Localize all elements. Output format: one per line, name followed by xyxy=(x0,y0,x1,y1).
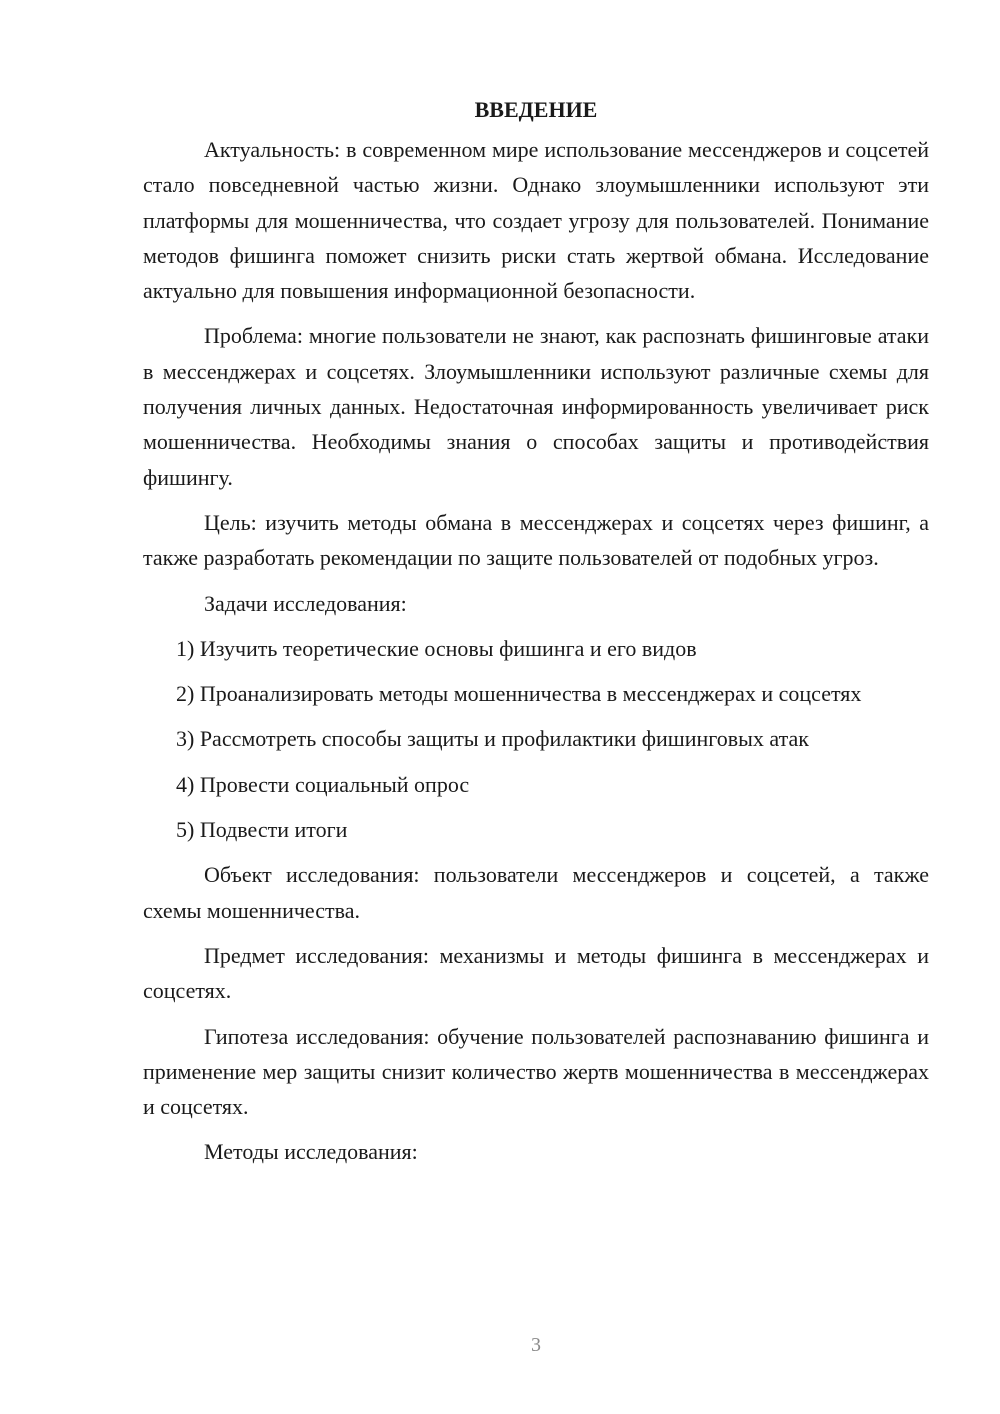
paragraph-methods-heading: Методы исследования: xyxy=(204,1139,418,1165)
paragraph-hypothesis: Гипотеза исследования: обучение пользователей распознаванию фишинга и применение мер защиты снизит количество жертв мошенничества в мессенджерах и соцсетях. xyxy=(143,1023,929,1120)
paragraph-tasks-heading: Задачи исследования: xyxy=(204,590,407,616)
page-number: 3 xyxy=(531,1334,541,1356)
paragraph-goal: Цель: изучить методы обмана в мессенджерах и соцсетях через фишинг, а также разработать рекомендации по защите пользователей от подобных угроз. xyxy=(143,509,929,571)
task-item-1: 1) Изучить теоретические основы фишинга и его видов xyxy=(176,635,697,661)
task-item-4: 4) Провести социальный опрос xyxy=(176,771,470,797)
document-page xyxy=(143,92,929,1170)
paragraph-subject: Предмет исследования: механизмы и методы фишинга в мессенджерах и соцсетях. xyxy=(143,942,929,1004)
task-item-3: 3) Рассмотреть способы защиты и профилактики фишинговых атак xyxy=(176,726,809,752)
task-item-2: 2) Проанализировать методы мошенничества в мессенджерах и соцсетях xyxy=(176,681,862,707)
task-item-5: 5) Подвести итоги xyxy=(176,817,348,843)
section-title: ВВЕДЕНИЕ xyxy=(474,97,598,122)
paragraph-problem: Проблема: многие пользователи не знают, как распознать фишинговые атаки в мессенджерах и соцсетях. Злоумышленники используют различные схемы для получения личных данных. Недостаточная информированность увеличивает риск мошенничества. Необходимы знания о способах защиты и противодействия фишингу. xyxy=(143,323,929,490)
paragraph-relevance: Актуальность: в современном мире использование мессенджеров и соцсетей стало повседневной частью жизни. Однако злоумышленники используют эти платформы для мошенничества, что создает угрозу для пользователей. Понимание методов фишинга поможет снизить риски стать жертвой обмана. Исследование актуально для повышения информационной безопасности. xyxy=(143,137,929,304)
paragraph-object: Объект исследования: пользователи мессенджеров и соцсетей, а также схемы мошенничества. xyxy=(143,862,929,923)
